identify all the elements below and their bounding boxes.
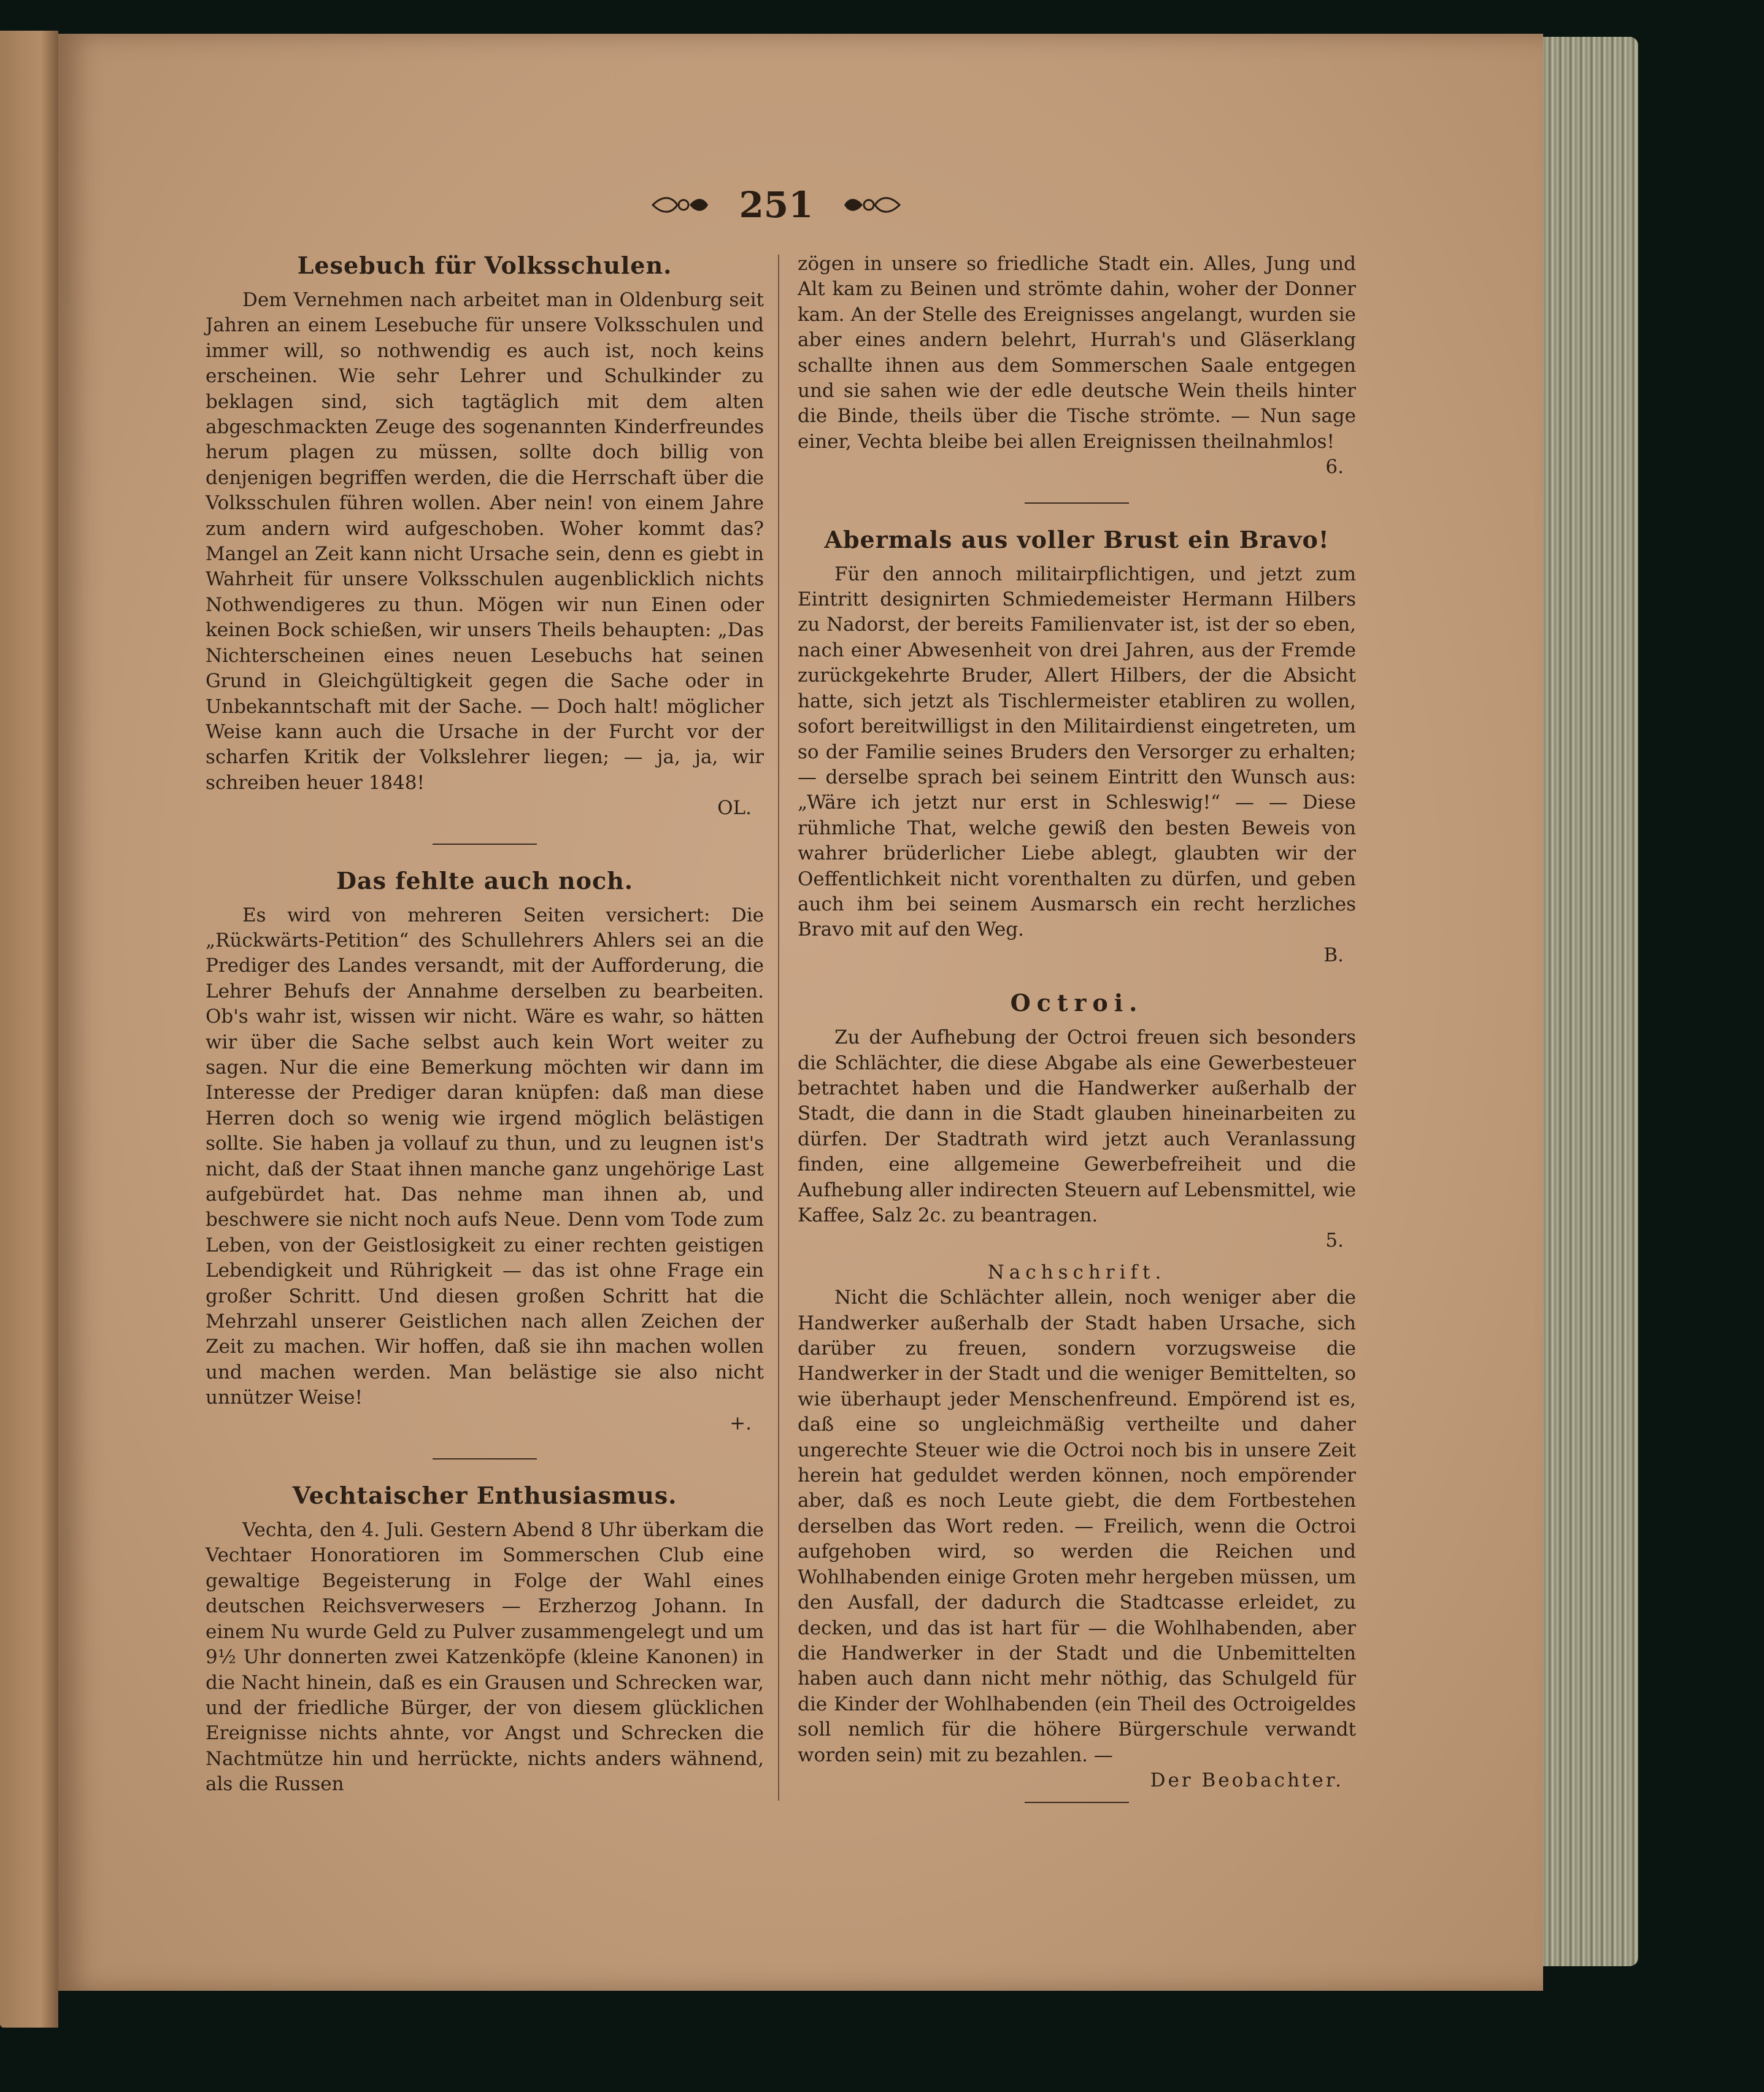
right-ornament-icon	[841, 190, 903, 220]
article-paragraph: Dem Vernehmen nach arbeitet man in Oldenburg seit Jahren an einem Lesebuche für unsere Volksschulen und immer will, so nothwendig es auch ist, noch keins erscheinen. Wie sehr Lehrer und Schulkinder zu beklagen sind, sich tagtäglich mit dem alten abgeschmackten Zeuge des sogenannten Kinderfreundes herum plagen zu müssen, sollte doch billig von denjenigen begriffen werden, die die Herrschaft über die Volksschulen führen wollen. Aber nein! von einem Jahre zum andern wird aufgeschoben. Woher kommt das? Mangel an Zeit kann nicht Ursache sein, denn es giebt in Wahrheit für unsere Volksschulen augenblicklich nichts Nothwendigeres zu thun. Mögen wir nun Einen oder keinen Bock schießen, wir unsers Theils behaupten: „Das Nichterscheinen eines neuen Lesebuchs hat seinen Grund in Gleichgültigkeit gegen die Sache oder in Unbekanntschaft mit der Sache. — Doch halt! möglicher Weise kann auch die Ursache in der Furcht vor der scharfen Kritik der Volkslehrer liegen; — ja, ja, wir schreiben heuer 1848!	[206, 289, 764, 794]
article-continuation	[798, 252, 1356, 480]
separator	[433, 844, 537, 845]
article-paragraph: zögen in unsere so friedliche Stadt ein. Alles, Jung und Alt kam zu Beinen und strömte dahin, woher der Donner kam. An der Stelle des Ereignisses angelangt, wurden sie aber eines andern belehrt, Hurrah's und Gläserklang schallte ihnen aus dem Sommerschen Saale entgegen und sie sahen wie der edle deutsche Wein theils hinter die Binde, theils über die Tische strömte. — Nun sage einer, Vechta bleibe bei allen Ereignissen theilnahmlos!	[798, 253, 1356, 453]
left-column	[206, 252, 764, 1798]
page-header	[632, 184, 920, 233]
article-signature: OL.	[717, 797, 752, 820]
article-bravo	[798, 526, 1356, 969]
page-edges	[1534, 37, 1638, 1966]
column-divider	[778, 255, 779, 1801]
left-ornament-icon	[650, 190, 711, 220]
left-facing-page	[0, 31, 58, 2028]
separator	[1025, 1802, 1129, 1803]
article-vechtaischer	[206, 1482, 764, 1797]
article-paragraph: Es wird von mehreren Seiten versichert: Die „Rückwärts-Petition“ des Schullehrers Ahlers sei an die Prediger des Landes versandt, mit der Aufforderung, die Lehrer Behufs der Annahme derselben zu bearbeiten. Ob's wahr ist, wissen wir nicht. Wäre es wahr, so hätten wir über die Sache selbst auch kein Wort weiter zu sagen. Nur die eine Bemerkung möchten wir dann im Interesse der Prediger daran knüpfen: daß man diese Herren doch so wenig wie irgend möglich belästigen sollte. Sie haben ja vollauf zu thun, und zu leugnen ist's nicht, daß der Staat ihnen manche ganz ungehörige Last aufgebürdet hat. Das nehme man ihnen ab, und beschwere sie nicht noch aufs Neue. Denn vom Tode zum Leben, von der Geistlosigkeit zu einer rechten geistigen Lebendigkeit und Rührigkeit — das ist ohne Frage ein großer Schritt. Und diesen großen Schritt hat die Mehrzahl unserer Geistlichen nach allen Zeichen der Zeit zu machen. Wir hoffen, daß sie ihn machen wollen und machen werden. Man belästige sie also nicht unnützer Weise!	[206, 904, 764, 1409]
article-nachschrift	[798, 1260, 1356, 1794]
article-paragraph: Für den annoch militairpflichtigen, und jetzt zum Eintritt designirten Schmiedemeister Hermann Hilbers zu Nadorst, der bereits Familienvater ist, ist der so eben, nach einer Abwesenheit von drei Jahren, aus der Fremde zurückgekehrte Bruder, Allert Hilbers, der die Absicht hatte, sich jetzt als Tischlermeister etabliren zu wollen, sofort bereitwilligst in den Militairdienst eingetreten, um so der Familie seines Bruders den Versorger zu erhalten; — derselbe sprach bei seinem Eintritt den Wunsch aus: „Wäre ich jetzt nur erst in Schleswig!“ — — Diese rühmliche That, welche gewiß den besten Beweis von wahrer brüderlicher Liebe ablegt, glaubten wir der Oeffentlichkeit nicht vorenthalten zu dürfen, und geben auch ihm bei seinem Ausmarsch ein recht herzliches Bravo mit auf den Weg.	[798, 563, 1356, 941]
article-title: Octroi.	[1010, 989, 1144, 1017]
article-signature: 6.	[1325, 456, 1344, 479]
article-signature: +.	[730, 1412, 752, 1434]
separator	[433, 1458, 537, 1459]
right-column	[798, 252, 1356, 1825]
article-octroi	[798, 989, 1356, 1254]
article-signature: B.	[1323, 944, 1344, 966]
separator	[1025, 502, 1129, 504]
page-number: 251	[739, 184, 814, 226]
article-paragraph: Vechta, den 4. Juli. Gestern Abend 8 Uhr überkam die Vechtaer Honoratioren im Sommerschen Club eine gewaltige Begeisterung in Folge der Wahl eines deutschen Reichsverwesers — Erzherzog Johann. In einem Nu wurde Geld zu Pulver zusammengelegt und um 9½ Uhr donnerten zwei Katzenköpfe (kleine Kanonen) in die Nacht hinein, daß es ein Grausen und Schrecken war, und der friedliche Bürger, der von diesem glücklichen Ereignisse nichts ahnte, vor Angst und Schrecken die Nachtmütze hin und herrückte, nichts anders wähnend, als die Russen	[206, 1519, 764, 1796]
article-title: Lesebuch für Volksschulen.	[297, 252, 672, 279]
article-signature: 5.	[1325, 1229, 1344, 1252]
article-subtitle: Nachschrift.	[987, 1261, 1166, 1283]
article-das-fehlte	[206, 867, 764, 1437]
article-title: Abermals aus voller Brust ein Bravo!	[824, 525, 1330, 553]
article-signature: Der Beobachter.	[1150, 1769, 1344, 1791]
article-lesebuch	[206, 252, 764, 821]
article-title: Vechtaischer Enthusiasmus.	[292, 1482, 677, 1510]
article-title: Das fehlte auch noch.	[336, 866, 633, 894]
article-paragraph: Nicht die Schlächter allein, noch weniger aber die Handwerker außerhalb der Stadt haben Ursache, sich darüber zu freuen, sondern vorzugsweise die Handwerker in der Stadt und die weniger Bemittelten, so wie überhaupt jeder Menschenfreund. Empörend ist es, daß eine so ungleichmäßig vertheilte und daher ungerechte Steuer wie die Octroi noch bis in unsere Zeit herein hat geduldet werden können, noch empörender aber, daß es noch Leute giebt, die dem Fortbestehen derselben das Wort reden. — Freilich, wenn die Octroi aufgehoben wird, so werden die Reichen und Wohlhabenden einige Groten mehr hergeben müssen, um den Ausfall, der dadurch die Stadtcasse erleidet, zu decken, und das ist hart für — die Wohlhabenden, aber die Handwerker in der Stadt und die Unbemittelten haben auch dann nicht mehr nöthig, das Schulgeld für die Kinder der Wohlhabenden (ein Theil des Octroigeldes soll nemlich für die höhere Bürgerschule verwandt worden sein) mit zu bezahlen. —	[798, 1286, 1356, 1766]
article-paragraph: Zu der Aufhebung der Octroi freuen sich besonders die Schlächter, die diese Abgabe als eine Gewerbesteuer betrachtet haben und die Handwerker außerhalb der Stadt, die dann in die Stadt glauben hineinarbeiten zu dürfen. Der Stadtrath wird jetzt auch Veranlassung finden, eine allgemeine Gewerbefreiheit und die Aufhebung aller indirecten Steuern auf Lebensmittel, wie Kaffee, Salz 2c. zu beantragen.	[798, 1026, 1356, 1226]
